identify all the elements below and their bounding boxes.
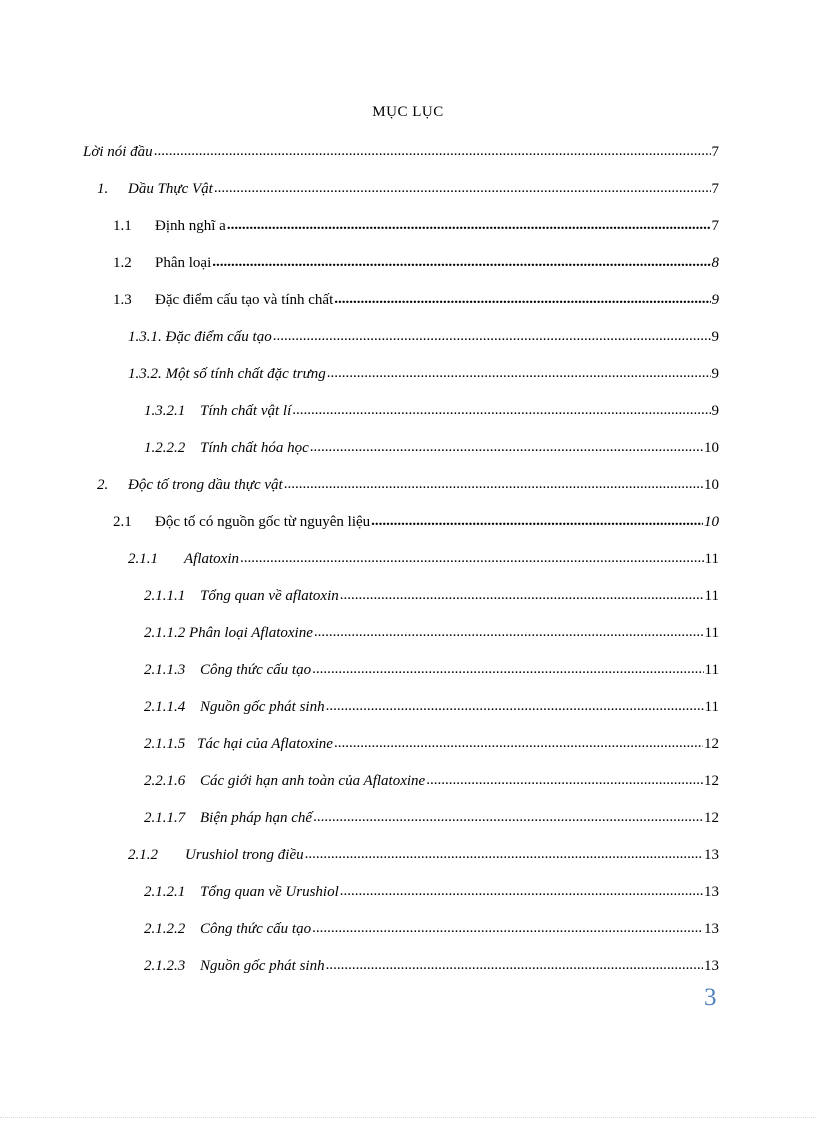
toc-entry-text: Tổng quan về Urushiol <box>200 884 339 900</box>
toc-entry-text: 2.1.1.2 Phân loại Aflatoxine <box>144 625 313 641</box>
toc-entry-page: 13 <box>704 884 719 900</box>
toc-entry-page: 10 <box>704 477 719 493</box>
toc-entry[interactable] <box>144 919 719 939</box>
leader-dots <box>314 622 704 642</box>
toc-entry[interactable] <box>144 882 719 902</box>
toc-entry-number: 1.2 <box>113 255 132 271</box>
toc-entry-page: 13 <box>704 921 719 937</box>
leader-dots <box>326 696 704 716</box>
toc-entry[interactable] <box>144 734 719 754</box>
leader-dots <box>326 955 703 975</box>
toc-entry-page: 9 <box>711 366 719 382</box>
leader-dots <box>340 585 704 605</box>
leader-dots <box>334 733 703 753</box>
toc-entry-number: 2.1.1.4 <box>144 699 186 715</box>
toc-entry-page: 9 <box>711 329 719 345</box>
toc-entry-text: Tính chất vật lí <box>200 403 292 419</box>
toc-entry-text: Đặc điểm cấu tạo và tính chất <box>155 292 334 308</box>
toc-entry-number: 2.1.2 <box>128 847 158 863</box>
toc-entry[interactable] <box>144 660 719 680</box>
toc-entry-text: Các giới hạn anh toàn của Aflatoxine <box>200 773 426 789</box>
toc-entry-page: 10 <box>704 440 719 456</box>
leader-dots <box>340 881 703 901</box>
toc-entry[interactable] <box>97 475 719 495</box>
leader-dots <box>312 659 703 679</box>
toc-entry-number: 2.1.1 <box>128 551 158 567</box>
toc-entry[interactable] <box>113 290 719 310</box>
toc-entry[interactable] <box>144 771 719 791</box>
toc-entry[interactable] <box>144 623 719 643</box>
leader-dots <box>212 252 710 272</box>
toc-entry-page: 11 <box>704 625 719 641</box>
leader-dots <box>310 437 703 457</box>
leader-dots <box>334 289 710 309</box>
toc-entry[interactable] <box>128 327 719 347</box>
toc-entry-page: 8 <box>711 255 719 271</box>
leader-dots <box>305 844 703 864</box>
toc-entry-number: 1.2.2.2 <box>144 440 186 456</box>
toc-entry-text: Tác hại của Aflatoxine <box>197 736 333 752</box>
toc-entry-number: 2. <box>97 477 109 493</box>
toc-entry[interactable] <box>144 956 719 976</box>
toc-entry-number: 1.3 <box>113 292 132 308</box>
toc-entry-text: Tính chất hóa học <box>200 440 309 456</box>
toc-entry-number: 2.2.1.6 <box>144 773 186 789</box>
toc-entry-number: 1. <box>97 181 109 197</box>
leader-dots <box>214 178 711 198</box>
leader-dots <box>292 400 710 420</box>
toc-entry-number: 1.1 <box>113 218 132 234</box>
toc-entry-number: 2.1.1.5 <box>144 736 186 752</box>
toc-entry-number: 2.1.2.1 <box>144 884 186 900</box>
toc-entry[interactable] <box>97 179 719 199</box>
toc-entry-page: 11 <box>704 699 719 715</box>
leader-dots <box>273 326 711 346</box>
toc-entry[interactable] <box>144 586 719 606</box>
toc-entry[interactable] <box>113 216 719 236</box>
toc-entry[interactable] <box>128 364 719 384</box>
leader-dots <box>313 807 703 827</box>
toc-entry-page: 12 <box>704 810 719 826</box>
toc-entry-page: 10 <box>704 514 719 530</box>
leader-dots <box>154 141 711 161</box>
toc-entry-text: Dầu Thực Vật <box>128 181 213 197</box>
toc-entry[interactable] <box>113 512 719 532</box>
toc-entry-number: 2.1 <box>113 514 132 530</box>
page-title: MỤC LỤC <box>372 104 444 120</box>
toc-entry-number: 1.3.2.1 <box>144 403 186 419</box>
toc-entry-text: Nguồn gốc phát sinh <box>200 699 325 715</box>
toc-entry-page: 12 <box>704 773 719 789</box>
toc-entry-text: 1.3.2. Một số tính chất đặc trưng <box>128 366 326 382</box>
toc-entry-number: 2.1.1.3 <box>144 662 186 678</box>
toc-entry-page: 9 <box>711 403 719 419</box>
toc-entry-text: Aflatoxin <box>184 551 239 567</box>
toc-entry-text: Công thức cấu tạo <box>200 921 312 937</box>
toc-entry[interactable] <box>113 253 719 273</box>
toc-entry-page: 13 <box>704 847 719 863</box>
toc-entry-page: 11 <box>704 662 719 678</box>
toc-entry-number: 2.1.2.3 <box>144 958 186 974</box>
page-number: 3 <box>704 984 717 1011</box>
leader-dots <box>284 474 703 494</box>
toc-entry-text: 1.3.1. Đặc điểm cấu tạo <box>128 329 272 345</box>
leader-dots <box>227 215 711 235</box>
toc-entry-page: 9 <box>711 292 719 308</box>
toc-entry-page: 12 <box>704 736 719 752</box>
toc-entry-page: 13 <box>704 958 719 974</box>
toc-entry-text: Định nghĩ a <box>155 218 226 234</box>
toc-entry[interactable] <box>128 549 719 569</box>
toc-entry-page: 11 <box>704 551 719 567</box>
toc-entry-text: Urushiol trong điều <box>185 847 304 863</box>
toc-entry-number: 2.1.1.7 <box>144 810 186 826</box>
leader-dots <box>426 770 703 790</box>
toc-entry-page: 7 <box>711 218 719 234</box>
leader-dots <box>240 548 704 568</box>
page-bottom-divider <box>0 1117 816 1118</box>
toc-entry-number: 2.1.2.2 <box>144 921 186 937</box>
leader-dots <box>327 363 711 383</box>
toc-entry[interactable] <box>83 142 719 162</box>
toc-entry-page: 11 <box>704 588 719 604</box>
toc-entry-text: Tổng quan về aflatoxin <box>200 588 339 604</box>
toc-entry-text: Nguồn gốc phát sinh <box>200 958 325 974</box>
toc-entry[interactable] <box>144 438 719 458</box>
toc-entry-text: Biện pháp hạn chế <box>200 810 313 826</box>
leader-dots <box>312 918 703 938</box>
toc-entry-text: Độc tố trong dầu thực vật <box>128 477 283 493</box>
toc-entry-text: Công thức cấu tạo <box>200 662 312 678</box>
toc-entry-text: Độc tố có nguồn gốc từ nguyên liệu <box>155 514 371 530</box>
toc-entry[interactable] <box>144 808 719 828</box>
toc-entry[interactable] <box>128 845 719 865</box>
toc-entry[interactable] <box>144 697 719 717</box>
toc-entry[interactable] <box>144 401 719 421</box>
toc-entry-page: 7 <box>711 144 719 160</box>
toc-entry-number: 2.1.1.1 <box>144 588 186 604</box>
toc-entry-page: 7 <box>711 181 719 197</box>
toc-entry-text: Lời nói đầu <box>83 144 153 160</box>
toc-entry-text: Phân loại <box>155 255 212 271</box>
leader-dots <box>371 511 703 531</box>
